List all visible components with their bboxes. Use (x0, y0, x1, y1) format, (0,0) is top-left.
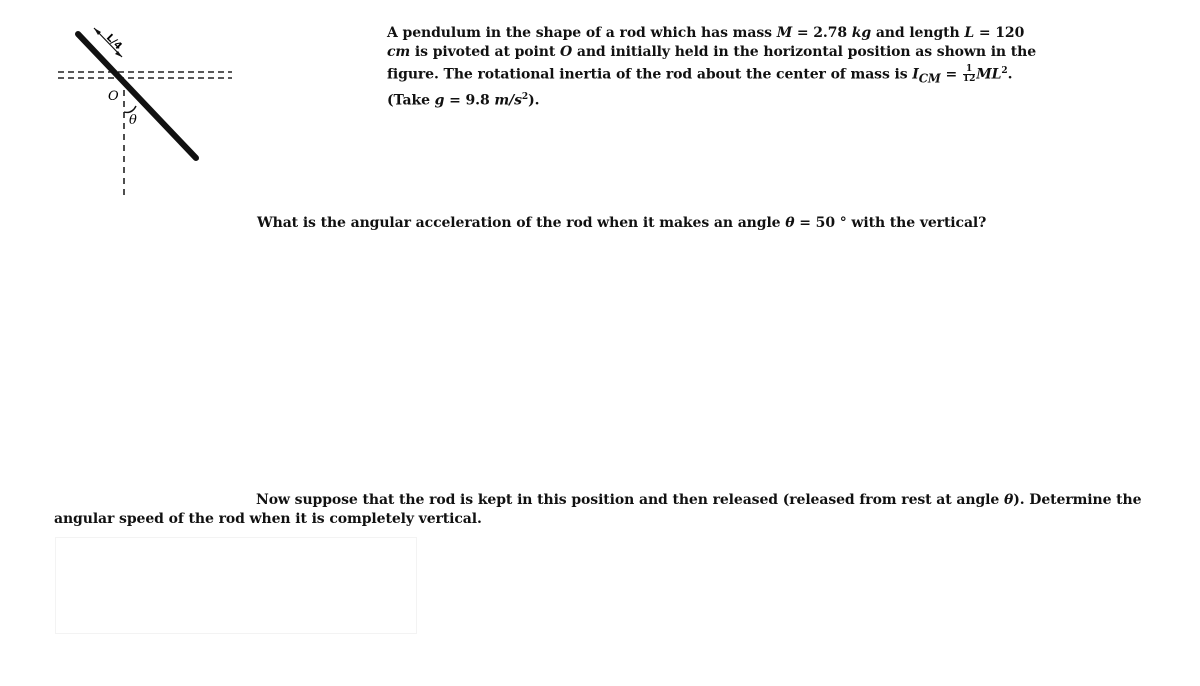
mass-unit: kg (851, 25, 872, 41)
problem-close: ). (528, 93, 540, 110)
fraction-one-twelfth (963, 65, 975, 84)
question-angular-acceleration (257, 215, 986, 231)
ml-symbol: ML (976, 66, 1002, 83)
length-symbol: L (964, 25, 975, 41)
question1-text-a: What is the angular acceleration of the rod when it makes an angle (257, 215, 786, 231)
mass-value: = 2.78 (792, 25, 852, 41)
question-angular-speed (54, 491, 1189, 529)
question2-theta: θ (1003, 492, 1014, 508)
inertia-symbol: I (912, 66, 919, 83)
equals-sign: = (940, 66, 962, 83)
take-g-text: . (Take (387, 66, 1013, 110)
pivot-symbol: O (559, 44, 573, 60)
theta-label: θ (129, 113, 137, 128)
inertia-subscript: CM (918, 71, 941, 86)
g-value: = 9.8 (444, 93, 495, 110)
question1-theta: θ (785, 215, 795, 231)
length-label: L/4 (103, 32, 124, 53)
angle-arc (124, 106, 136, 112)
answer-area (55, 537, 417, 634)
length-unit: cm (387, 44, 411, 60)
pivot-label: O (108, 89, 119, 104)
rod (78, 34, 196, 158)
ml-exponent: 2 (1001, 66, 1008, 76)
problem-text-4: and initially held in the horizontal position as shown in the figure. The rotational inertia of the rod about the center of mass is (387, 44, 1037, 83)
fraction-numerator: 1 (963, 65, 975, 75)
fraction-denominator: 12 (962, 74, 976, 85)
question2-text-b: ). Determine the angular speed of the rod when it is completely vertical. (54, 492, 1142, 527)
question1-text-b: = 50 ° with the vertical? (794, 215, 987, 231)
question2-text-a: Now suppose that the rod is kept in this position and then released (released from rest at angle (256, 492, 1004, 508)
problem-text-1: A pendulum in the shape of a rod which has mass (387, 25, 777, 41)
problem-statement (387, 24, 1037, 111)
problem-text-2: and length (871, 25, 965, 41)
g-exponent: 2 (521, 92, 529, 103)
problem-text-3: is pivoted at point (410, 44, 560, 60)
mass-symbol: M (776, 25, 793, 41)
g-unit: m/s (494, 93, 522, 110)
pendulum-figure (50, 20, 240, 205)
length-value: = 120 (974, 25, 1025, 41)
g-symbol: g (434, 93, 445, 110)
pendulum-diagram (50, 20, 240, 205)
